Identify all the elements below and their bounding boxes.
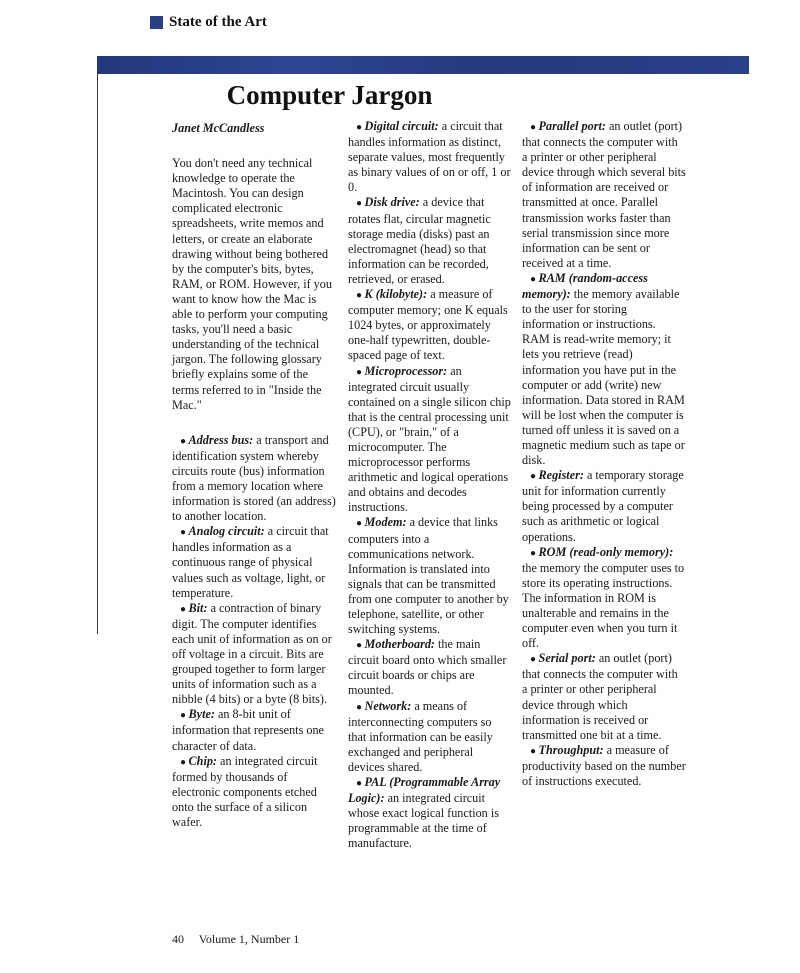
section-header [150, 14, 267, 31]
bullet-icon: ● [356, 778, 365, 790]
glossary-definition: an outlet (port) that connects the computer with a printer or other peripheral device through which information is received or transmitted one bit at a time. [522, 651, 678, 742]
glossary-entry [348, 287, 512, 363]
bullet-icon: ● [530, 122, 539, 133]
bullet-icon: ● [180, 756, 189, 768]
glossary-entry [348, 119, 512, 195]
glossary-definition: the main circuit board onto which smaller circuit boards or chips are mounted. [348, 637, 507, 698]
glossary-definition: a circuit that handles information as distinct, separate values, most frequently as binary values of on or off, 1 or 0. [348, 119, 511, 195]
glossary-definition: the memory available to the user for storing information or instructions. RAM is read-write memory; it lets you retrieve (read) information you have put in the computer or add (write) new information. Data stored in RAM will be lost when the computer is turned off unless it is saved on a magnetic medium such as tape or disk. [522, 287, 685, 468]
glossary-list-col2 [348, 119, 512, 852]
glossary-definition: a transport and identification system whereby circuits route (bus) information from a memory location where information is stored (an address) to another location. [172, 432, 336, 524]
glossary-term: Motherboard: [364, 637, 435, 652]
vertical-rule [97, 74, 98, 634]
glossary-definition: a measure of productivity based on the number of instructions executed. [522, 742, 686, 789]
article-title: Computer Jargon [226, 80, 433, 110]
glossary-term: Digital circuit: [364, 119, 439, 133]
glossary-term: ROM (read-only memory): [538, 544, 674, 559]
glossary-entry [172, 433, 336, 525]
glossary-entry [522, 743, 686, 789]
glossary-entry [172, 754, 336, 830]
glossary-entry [348, 699, 512, 775]
bullet-icon: ● [356, 640, 365, 652]
glossary-definition: an integrated circuit whose exact logical function is programmable at the time of manufacture. [348, 791, 499, 851]
glossary-definition: an outlet (port) that connects the computer with a printer or other peripheral device through which several bits of information are received or transmitted at once. Parallel transmission works faster than serial transmission since more information can be sent or received at a time. [522, 119, 686, 270]
glossary-entry [522, 119, 686, 271]
glossary-definition: a means of interconnecting computers so that information can be easily exchanged and peripheral devices shared. [348, 698, 493, 774]
glossary-term: Bit: [188, 600, 208, 615]
issue-label: Volume 1, Number 1 [198, 932, 300, 946]
glossary-term: Chip: [188, 753, 217, 768]
article-column-1 [172, 119, 336, 830]
glossary-entry [172, 601, 336, 708]
glossary-term: Modem: [364, 515, 407, 530]
bullet-icon: ● [530, 547, 539, 559]
glossary-entry [522, 545, 686, 652]
glossary-definition: the memory the computer uses to store its operating instructions. The information in ROM is unalterable and remains in the computer even when you turn it off. [522, 560, 685, 651]
bullet-icon: ● [180, 527, 189, 539]
article-column-3 [522, 119, 686, 789]
bullet-icon: ● [180, 603, 189, 615]
glossary-term: Throughput: [538, 742, 604, 757]
glossary-term: Serial port: [538, 651, 596, 666]
glossary-list-col1 [172, 433, 336, 830]
glossary-definition: a circuit that handles information as a continuous range of physical values such as voltage, light, or temperature. [172, 524, 329, 600]
glossary-definition: a temporary storage unit for information currently being processed by a computer such as arithmetic or logical operations. [522, 468, 684, 544]
glossary-definition: an integrated circuit formed by thousands of electronic components etched onto the surface of a silicon wafer. [172, 753, 318, 830]
glossary-entry [522, 468, 686, 544]
bullet-icon: ● [356, 518, 365, 530]
glossary-entry [522, 271, 686, 468]
glossary-entry [172, 524, 336, 600]
glossary-entry [348, 364, 512, 516]
bullet-icon: ● [180, 710, 189, 722]
bullet-icon: ● [356, 290, 365, 302]
glossary-term: RAM (random-access memory): [522, 270, 648, 302]
glossary-term: Parallel port: [538, 119, 606, 133]
glossary-term: Register: [538, 468, 584, 483]
glossary-entry [172, 707, 336, 753]
header-color-band [97, 56, 749, 74]
glossary-definition: a device that links computers into a communications network. Information is translated into signals that can be transmitted from one computer to another by telephone, satellite, or other switching systems. [348, 515, 509, 637]
glossary-definition: a contraction of binary digit. The computer identifies each unit of information as on or off voltage in a circuit. Bits are grouped together to form larger units of information such as a nibble (4 bits) or a byte (8 bits). [172, 600, 332, 707]
glossary-entry [348, 637, 512, 698]
glossary-entry [348, 195, 512, 287]
glossary-term: Analog circuit: [188, 524, 265, 539]
bullet-icon: ● [530, 745, 539, 757]
glossary-entry [348, 515, 512, 637]
bullet-icon: ● [530, 654, 539, 666]
bullet-icon: ● [356, 122, 365, 133]
glossary-entry [348, 775, 512, 851]
glossary-definition: an 8-bit unit of information that represents one character of data. [172, 707, 324, 753]
bullet-icon: ● [356, 198, 365, 210]
glossary-term: Network: [364, 698, 412, 713]
glossary-definition: a measure of computer memory; one K equals 1024 bytes, or approximately one-half typewritten, double-spaced page of text. [348, 287, 508, 363]
intro-paragraph: You don't need any technical knowledge to operate the Macintosh. You can design complicated electronic spreadsheets, write memos and letters, or create an elaborate drawing without being bothered by the computer's bits, bytes, RAM, or ROM. However, if you want to know how the Mac is able to perform your computing tasks, you'll need a basic understanding of the technical jargon. The following glossary briefly explains some of the terms referred to in "Inside the Mac." [172, 156, 332, 412]
glossary-term: Byte: [188, 707, 215, 722]
glossary-term: Disk drive: [364, 195, 420, 210]
bullet-icon: ● [180, 435, 189, 447]
glossary-entry [522, 651, 686, 743]
page-footer [172, 932, 299, 947]
glossary-definition: a device that rotates flat, circular magnetic storage media (disks) past an electromagnet (head) so that information can be recorded, retrieved, or erased. [348, 195, 491, 286]
article-column-2 [348, 119, 512, 852]
page-number: 40 [172, 932, 184, 946]
bullet-icon: ● [530, 471, 539, 483]
glossary-term: Microprocessor: [364, 363, 448, 378]
author-byline: Janet McCandless [172, 121, 265, 135]
bullet-icon: ● [530, 273, 539, 285]
glossary-term: K (kilobyte): [364, 287, 428, 302]
glossary-definition: an integrated circuit usually contained on a single silicon chip that is the central processing unit (CPU), or "brain," of a microcomputer. The microprocessor performs arithmetic and logical operations and obtains and decodes instructions. [348, 363, 511, 515]
section-label: State of the Art [169, 14, 267, 30]
bullet-icon: ● [356, 366, 365, 378]
section-marker-icon [150, 16, 163, 29]
bullet-icon: ● [356, 701, 365, 713]
glossary-term: Address bus: [188, 432, 254, 447]
glossary-list-col3 [522, 119, 686, 789]
glossary-term: PAL (Programmable Array Logic): [348, 775, 501, 806]
